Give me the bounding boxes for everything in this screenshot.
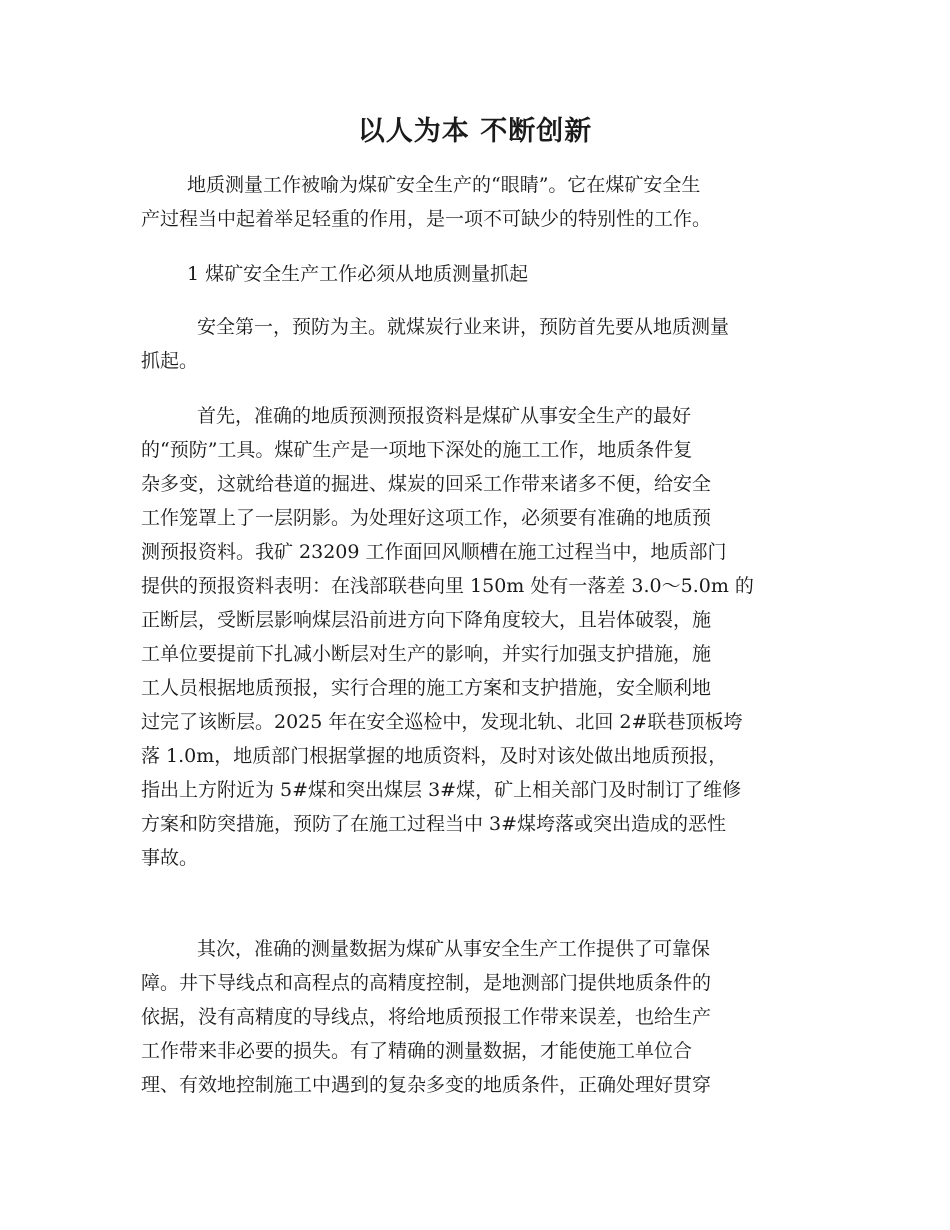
paragraph-safety-first [141,310,809,378]
text-line: 正断层，受断层影响煤层沿前进方向下降角度较大，且岩体破裂，施 [141,609,712,631]
text-line: 工单位要提前下扎减小断层对生产的影响，并实行加强支护措施，施 [141,643,712,665]
text-line: 落 1.0m，地质部门根据掌握的地质资料，及时对该处做出地质预报， [141,745,728,767]
text-line: 的“预防”工具。煤矿生产是一项地下深处的施工工作，地质条件复 [141,439,693,461]
text-line: 抓起。 [141,350,199,372]
text-line: 过完了该断层。2025 年在安全巡检中，发现北轨、北回 2#联巷顶板垮 [141,711,743,733]
text-line: 地质测量工作被喻为煤矿安全生产的“眼睛”。它在煤矿安全生 [187,174,701,196]
text-line: 工作笼罩上了一层阴影。为处理好这项工作，必须要有准确的地质预 [141,507,712,529]
text-line: 提供的预报资料表明：在浅部联巷向里 150m 处有一落差 3.0～5.0m 的 [141,575,754,597]
text-line: 工作带来非必要的损失。有了精确的测量数据，才能使施工单位合 [141,1040,693,1062]
paragraph-geological-forecast [141,399,809,875]
paragraph-intro [141,168,809,236]
text-line: 障。井下导线点和高程点的高精度控制，是地测部门提供地质条件的 [141,972,712,994]
text-line: 首先，准确的地质预测预报资料是煤矿从事安全生产的最好 [197,405,692,427]
text-line: 安全第一，预防为主。就煤炭行业来讲，预防首先要从地质测量 [197,316,730,338]
paragraph-survey-data [141,932,809,1102]
document-title: 以人为本 不断创新 [357,116,593,147]
text-line: 依据，没有高精度的导线点，将给地质预报工作带来误差，也给生产 [141,1006,712,1028]
text-line: 工人员根据地质预报，实行合理的施工方案和支护措施，安全顺利地 [141,677,712,699]
text-line: 杂多变，这就给巷道的掘进、煤炭的回采工作带来诸多不便，给安全 [141,473,712,495]
text-line: 产过程当中起着举足轻重的作用，是一项不可缺少的特别性的工作。 [141,208,712,230]
text-line: 事故。 [141,847,199,869]
text-line: 指出上方附近为 5#煤和突出煤层 3#煤，矿上相关部门及时制订了维修 [141,779,742,801]
text-line: 测预报资料。我矿 23209 工作面回风顺槽在施工过程当中，地质部门 [141,541,727,563]
text-line: 其次，准确的测量数据为煤矿从事安全生产工作提供了可靠保 [197,938,711,960]
text-line: 1 煤矿安全生产工作必须从地质测量抓起 [187,263,529,285]
text-line: 理、有效地控制施工中遇到的复杂多变的地质条件，正确处理好贯穿 [141,1074,712,1096]
section-heading [141,257,809,291]
text-line: 方案和防突措施，预防了在施工过程当中 3#煤垮落或突出造成的恶性 [141,813,727,835]
